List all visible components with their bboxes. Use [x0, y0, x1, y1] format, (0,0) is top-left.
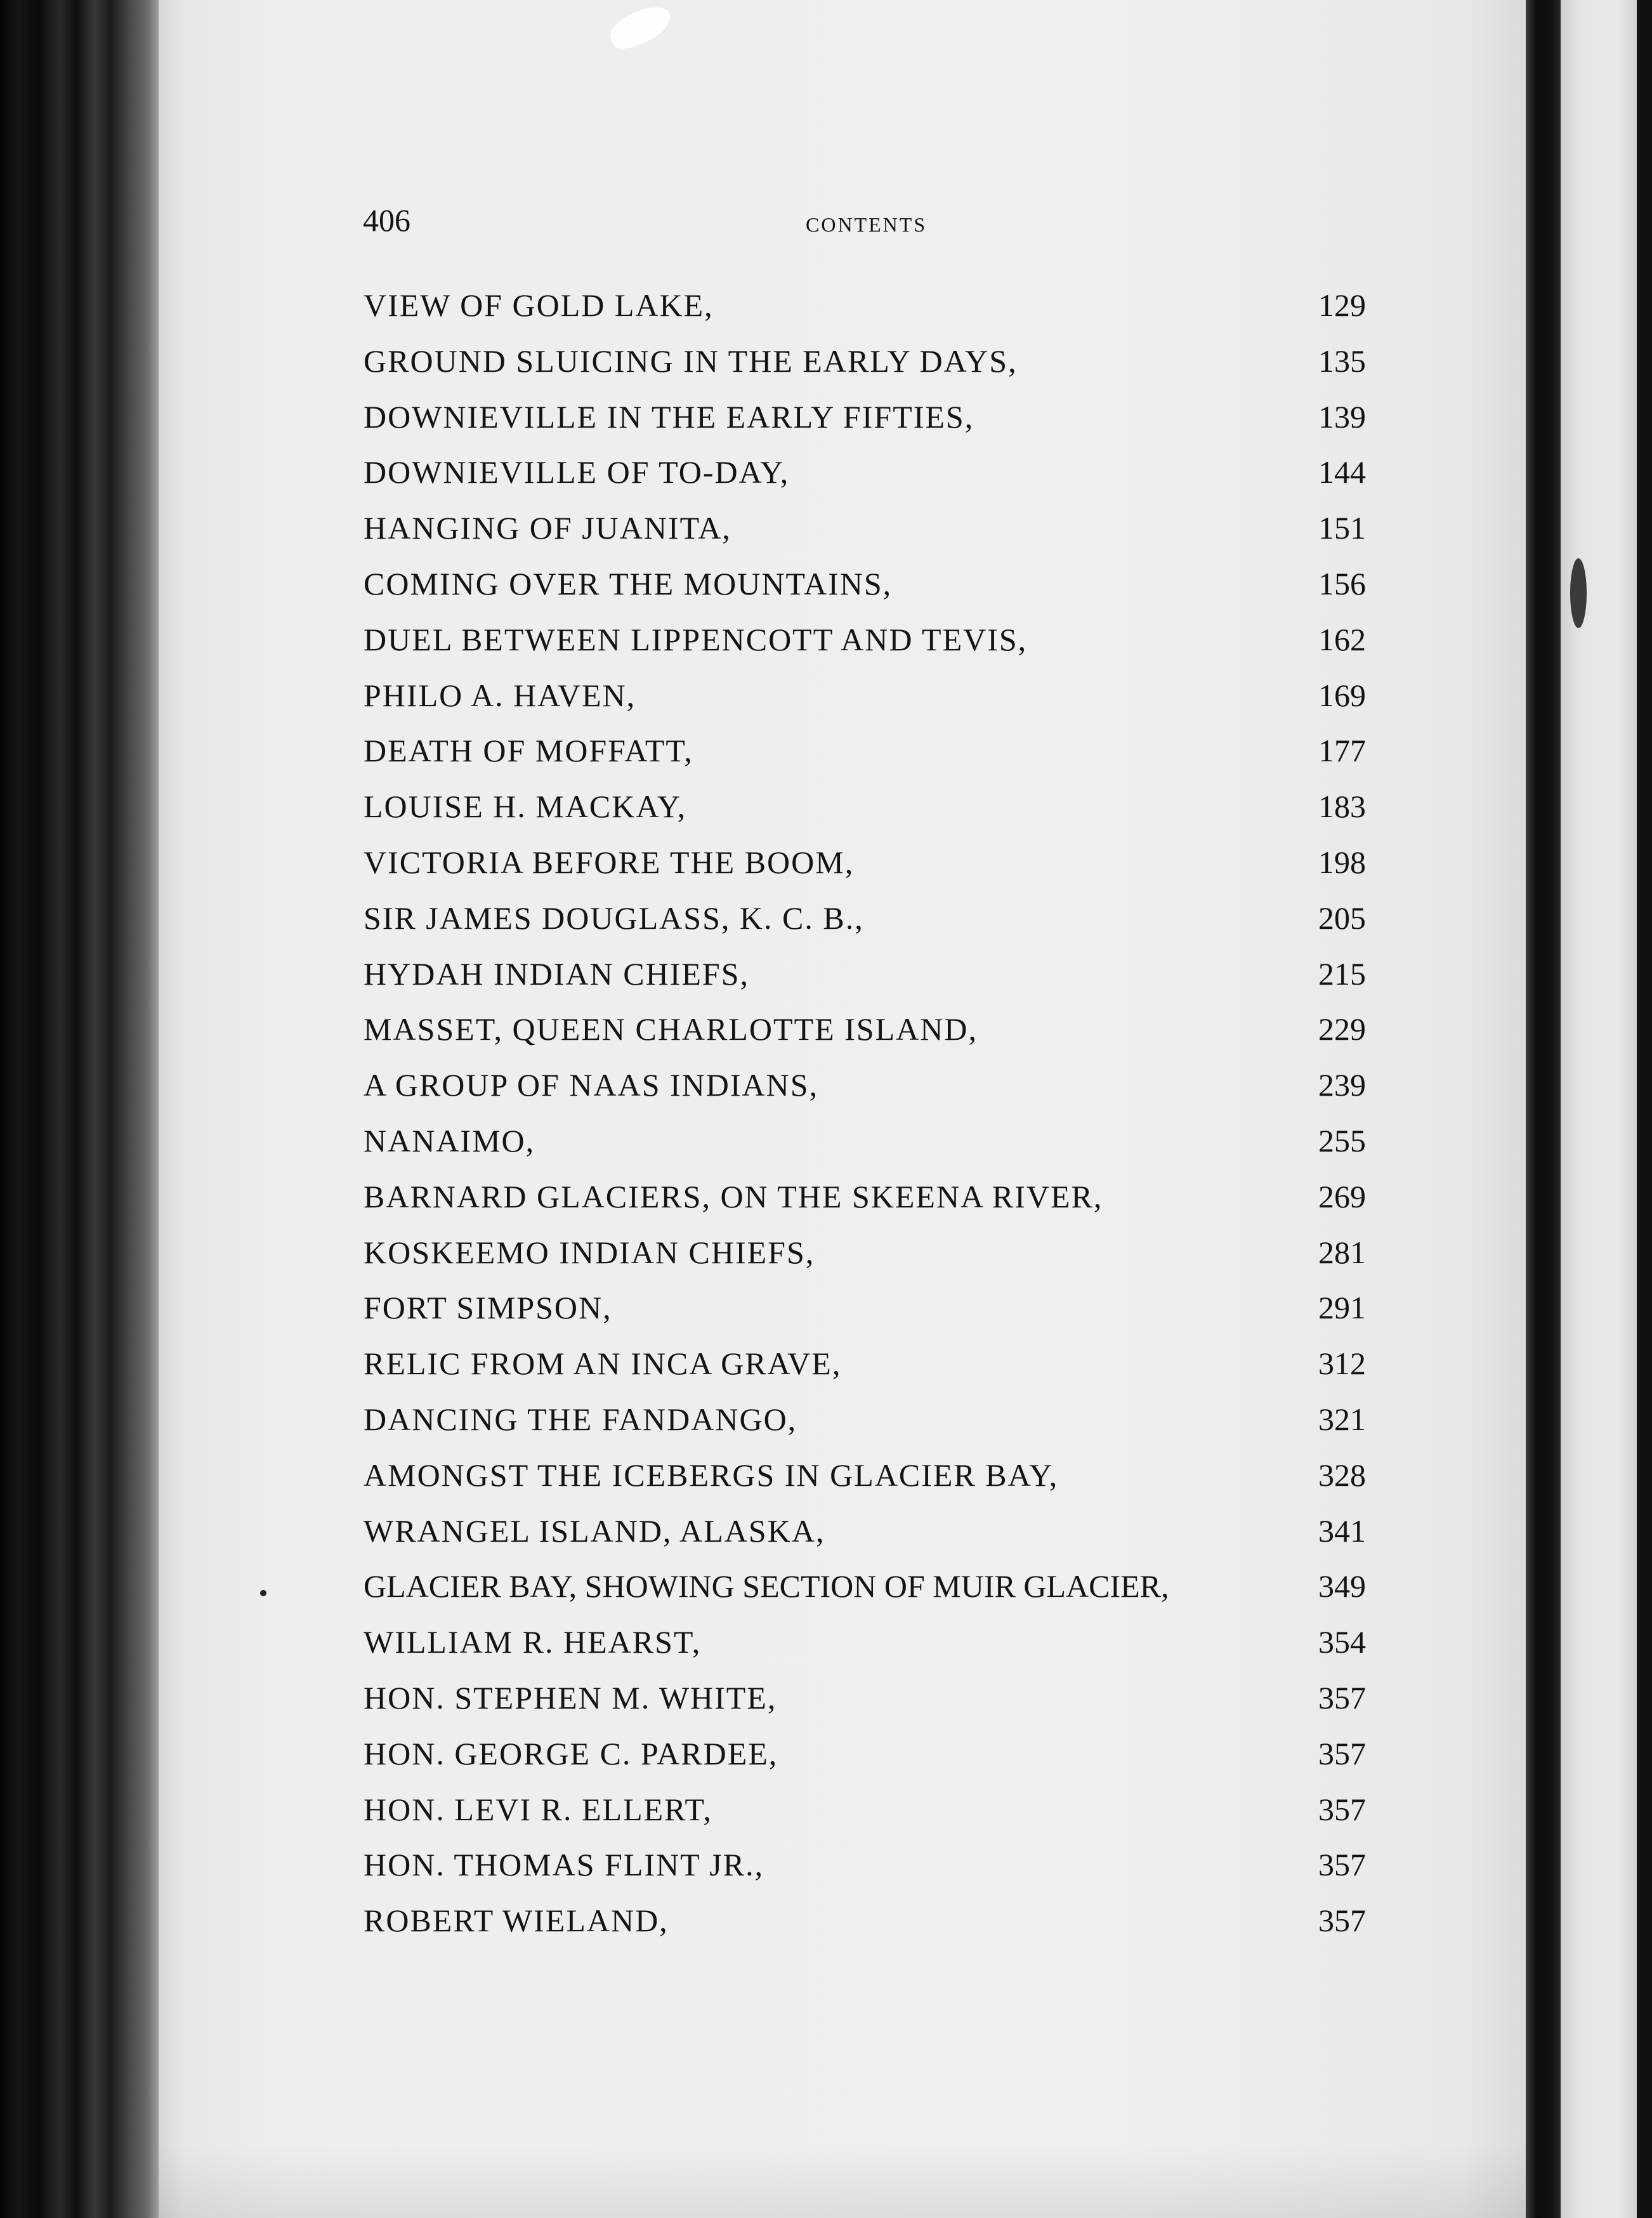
entry-page-number: 139	[1318, 398, 1366, 435]
entry-title: DEATH OF MOFFATT,	[364, 733, 693, 769]
entry-page-number: 357	[1318, 1847, 1366, 1883]
entry-title: FORT SIMPSON,	[364, 1290, 612, 1326]
list-entry	[364, 1893, 1366, 1949]
entry-page-number: 239	[1318, 1067, 1366, 1103]
illustrations-list	[364, 278, 1366, 1949]
list-entry	[364, 947, 1366, 1002]
entry-title: WRANGEL ISLAND, ALASKA,	[364, 1513, 825, 1549]
entry-title: RELIC FROM AN INCA GRAVE,	[364, 1346, 842, 1382]
list-entry	[364, 779, 1366, 835]
list-entry	[364, 390, 1366, 445]
entry-title: HON. THOMAS FLINT JR.,	[364, 1847, 764, 1883]
list-entry	[364, 1392, 1366, 1448]
entry-page-number: 269	[1318, 1178, 1366, 1214]
entry-title: GLACIER BAY, SHOWING SECTION OF MUIR GLACIER,	[364, 1568, 1169, 1604]
entry-title: VIEW OF GOLD LAKE,	[364, 287, 714, 323]
entry-title: DUEL BETWEEN LIPPENCOTT AND TEVIS,	[364, 621, 1028, 657]
entry-page-number: 354	[1318, 1624, 1366, 1660]
list-entry	[364, 1113, 1366, 1169]
entry-page-number: 215	[1318, 955, 1366, 992]
list-entry	[364, 891, 1366, 947]
entry-page-number: 129	[1318, 287, 1366, 323]
list-entry	[364, 1225, 1366, 1281]
entry-page-number: 177	[1318, 733, 1366, 769]
page-number: 406	[363, 202, 410, 238]
list-entry	[364, 445, 1366, 501]
list-entry	[364, 1336, 1366, 1392]
entry-page-number: 162	[1318, 621, 1366, 657]
entry-page-number: 357	[1318, 1735, 1366, 1771]
entry-title: MASSET, QUEEN CHARLOTTE ISLAND,	[364, 1011, 978, 1047]
entry-title: VICTORIA BEFORE THE BOOM,	[364, 844, 855, 880]
list-entry	[364, 835, 1366, 891]
entry-title: HON. STEPHEN M. WHITE,	[364, 1679, 777, 1716]
list-entry	[364, 1782, 1366, 1838]
entry-title: GROUND SLUICING IN THE EARLY DAYS,	[364, 343, 1018, 379]
entry-title: NANAIMO,	[364, 1122, 535, 1158]
entry-title: COMING OVER THE MOUNTAINS,	[364, 565, 893, 601]
entry-page-number: 255	[1318, 1122, 1366, 1158]
entry-page-number: 156	[1318, 565, 1366, 601]
entry-title: HON. GEORGE C. PARDEE,	[364, 1735, 778, 1771]
list-entry	[364, 501, 1366, 556]
entry-page-number: 321	[1318, 1401, 1366, 1437]
entry-page-number: 183	[1318, 789, 1366, 825]
list-entry	[364, 1002, 1366, 1058]
entry-title: A GROUP OF NAAS INDIANS,	[364, 1067, 819, 1103]
list-entry	[364, 723, 1366, 779]
list-entry	[364, 334, 1366, 390]
list-entry	[364, 1169, 1366, 1225]
entry-title: KOSKEEMO INDIAN CHIEFS,	[364, 1234, 815, 1270]
entry-page-number: 312	[1318, 1346, 1366, 1382]
entry-page-number: 357	[1318, 1679, 1366, 1716]
entry-page-number: 291	[1318, 1290, 1366, 1326]
entry-title: WILLIAM R. HEARST,	[364, 1624, 702, 1660]
list-entry	[364, 1837, 1366, 1893]
list-entry	[364, 1726, 1366, 1782]
entry-title: SIR JAMES DOUGLASS, K. C. B.,	[364, 900, 864, 936]
entry-page-number: 229	[1318, 1011, 1366, 1047]
scan-border-right	[1637, 0, 1652, 2218]
entry-title: ROBERT WIELAND,	[364, 1903, 669, 1939]
entry-title: DANCING THE FANDANGO,	[364, 1401, 797, 1437]
entry-title: DOWNIEVILLE IN THE EARLY FIFTIES,	[364, 398, 974, 435]
entry-title: PHILO A. HAVEN,	[364, 677, 636, 713]
entry-page-number: 151	[1318, 510, 1366, 546]
list-entry	[364, 1058, 1366, 1113]
list-entry	[364, 556, 1366, 612]
entry-page-number: 341	[1318, 1513, 1366, 1549]
entry-title: BARNARD GLACIERS, ON THE SKEENA RIVER,	[364, 1178, 1103, 1214]
ink-speck	[260, 1590, 266, 1596]
book-binding-left	[0, 0, 159, 2218]
entry-page-number: 205	[1318, 900, 1366, 936]
entry-page-number: 349	[1318, 1568, 1366, 1604]
list-entry	[364, 1559, 1366, 1615]
list-entry	[364, 612, 1366, 668]
list-entry	[364, 668, 1366, 724]
list-entry	[364, 1448, 1366, 1504]
list-entry	[364, 1615, 1366, 1670]
list-entry	[364, 1280, 1366, 1336]
book-gutter-right	[1526, 0, 1561, 2218]
entry-title: AMONGST THE ICEBERGS IN GLACIER BAY,	[364, 1457, 1059, 1493]
entry-title: HANGING OF JUANITA,	[364, 510, 731, 546]
entry-title: DOWNIEVILLE OF TO-DAY,	[364, 454, 790, 490]
list-entry	[364, 278, 1366, 334]
entry-page-number: 135	[1318, 343, 1366, 379]
list-entry	[364, 1504, 1366, 1559]
entry-page-number: 357	[1318, 1791, 1366, 1827]
list-entry	[364, 1670, 1366, 1726]
running-head: CONTENTS	[806, 213, 928, 236]
entry-page-number: 357	[1318, 1903, 1366, 1939]
adjacent-page-edge	[1561, 0, 1637, 2218]
entry-page-number: 169	[1318, 677, 1366, 713]
page-bottom-shadow	[159, 2144, 1529, 2218]
entry-title: HON. LEVI R. ELLERT,	[364, 1791, 712, 1827]
entry-page-number: 328	[1318, 1457, 1366, 1493]
entry-page-number: 281	[1318, 1234, 1366, 1270]
entry-title: LOUISE H. MACKAY,	[364, 789, 687, 825]
entry-page-number: 198	[1318, 844, 1366, 880]
entry-page-number: 144	[1318, 454, 1366, 490]
entry-title: HYDAH INDIAN CHIEFS,	[364, 955, 750, 992]
adjacent-page-mark	[1570, 558, 1587, 628]
